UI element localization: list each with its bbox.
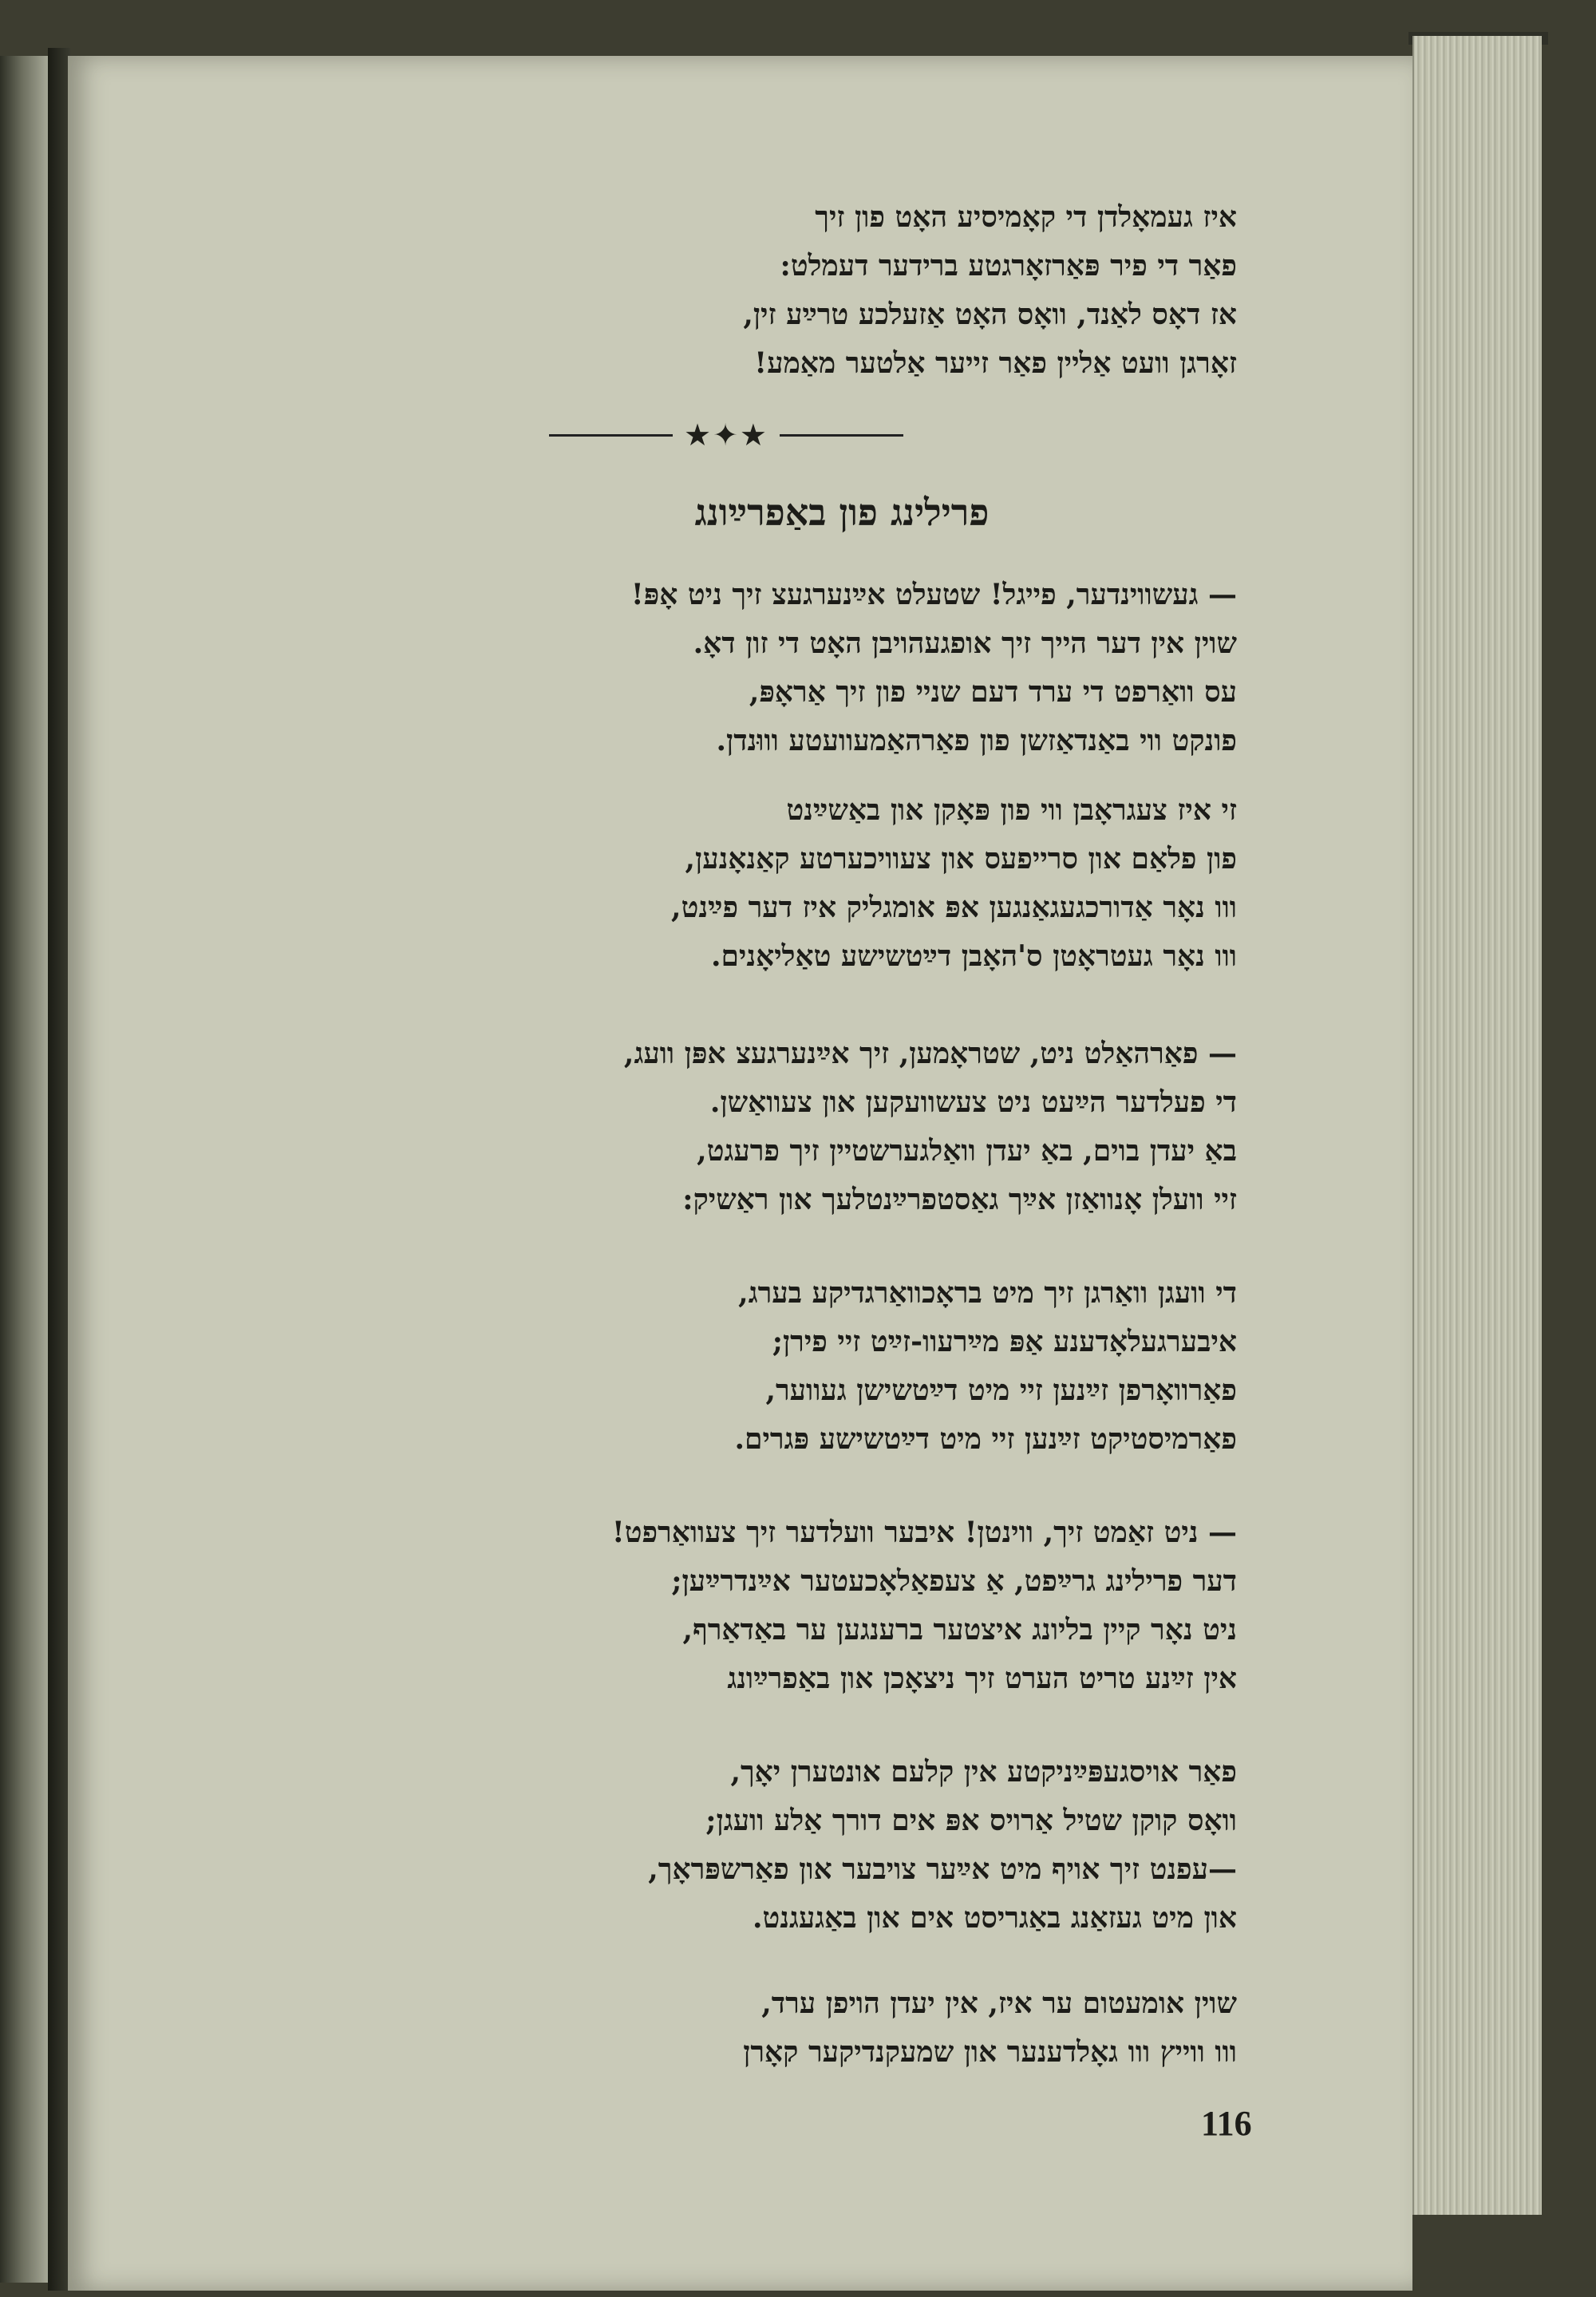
text-line: די פעלדער הײַעט ניט צעשוועקען און צעוואַשן.	[709, 1085, 1237, 1119]
stanza-4	[447, 1269, 1237, 1464]
page-stack-edge	[1412, 36, 1542, 2215]
text-line: שוין אין דער הייך זיך אופגעהויבן האָט די זון דאָ.	[693, 627, 1237, 660]
text-line: זאָרגן וועט אַליין פאַר זייער אַלטער מאַמע!	[754, 346, 1237, 380]
text-line: פאַרוואָרפן זײַנען זיי מיט דײַטשישן געווער,	[765, 1374, 1237, 1407]
text-line: זיי וועלן אָנוואַזן אײַך גאַסטפרײַנטלעך און ראַשיק:	[682, 1183, 1237, 1216]
text-line: ווו נאָר אַדורכגעגאַנגען אפּ אומגליק איז דער פײַנט,	[671, 891, 1237, 924]
stanza-3	[447, 1030, 1237, 1224]
text-line: ווו ווייץ ווו גאָלדענער און שמעקנדיקער קאָרן	[743, 2035, 1237, 2069]
page-number: 116	[1201, 2104, 1252, 2143]
text-line: פון פלאַם און סרייפעס און צעוויכערטע קאַנאָנען,	[685, 842, 1237, 876]
text-line: פאַר די פיר פּאַרזאָרגטע ברידער דעמלט:	[780, 249, 1237, 283]
text-line: איבערגעלאָדענע אַפּ מײַרעוו-זײַט זיי פירן;	[772, 1325, 1237, 1358]
text-line: באַ יעדן בוים, באַ יעדן וואַלגערשטיין זיך פרעגט,	[697, 1134, 1237, 1168]
text-line: איז געמאָלדן די קאָמיסיע האָט פון זיך	[815, 200, 1237, 234]
stanza-2	[447, 786, 1237, 981]
text-line: פאַרמיסטיקט זײַנען זיי מיט דײַטשישע פּגרים.	[734, 1422, 1237, 1456]
text-line: און מיט געזאַנג באַגריסט אים און באַגעגנט.	[752, 1901, 1237, 1935]
text-line: — געשווינדער, פייגל! שטעלט אײַנערגעצ זיך ניט אָפּ!	[630, 578, 1237, 611]
text-line: די וועגן וואַרגן זיך מיט בראָכוואַרגדיקע בערג,	[738, 1276, 1237, 1310]
text-line: אין זײַנע טריט הערט זיך ניצאָכן און באַפרײַונג	[727, 1662, 1237, 1695]
text-line: — ניט זאַמט זיך, ווינטן! איבער וועלדער זיך צעוואַרפט!	[611, 1516, 1237, 1549]
text-line: פאַר אויסגעפּײַניקטע אין קלעם אונטערן יאָך,	[730, 1755, 1237, 1789]
text-line: פונקט ווי באַנדאַזשן פון פאַרהאַמעוועטע וווּנדן.	[716, 724, 1237, 757]
stanza-1	[447, 571, 1237, 765]
text-line: שוין אומעטום ער איז, אין יעדן הויפן ערד,	[761, 1987, 1237, 2020]
section-divider	[543, 411, 910, 459]
intro-stanza	[447, 193, 1237, 388]
divider-stars: ★✦★	[684, 417, 768, 453]
stanza-7	[447, 1979, 1237, 2077]
divider-rule-right	[780, 434, 903, 437]
poem-title: פרילינג פון באַפרײַונג	[694, 491, 990, 534]
text-line: וואָס קוקן שטיל אַרויס אפּ אים דורך אַלע וועגן;	[705, 1804, 1237, 1837]
text-line: עס וואַרפט די ערד דעם שניי פון זיך אַראָפּ,	[749, 675, 1237, 709]
book-gutter	[48, 48, 70, 2291]
divider-rule-left	[549, 434, 673, 437]
text-line: אז דאָס לאַנד, וואָס האָט אַזעלכע טרײַע זין,	[743, 298, 1237, 331]
text-line: זי איז צעגראָבן ווי פון פּאָקן און באַשײַנט	[786, 793, 1237, 827]
text-line: —עפנט זיך אויף מיט אײַער צויבער און פאַרשפּראָך,	[648, 1852, 1237, 1886]
stanza-5	[447, 1508, 1237, 1703]
stanza-6	[447, 1748, 1237, 1943]
text-line: ניט נאָר קיין בליונג איצטער ברענגען ער באַדאַרף,	[682, 1613, 1237, 1647]
text-line: — פאַרהאַלט ניט, שטראָמען, זיך אײַנערגעצ אפּן וועג,	[623, 1037, 1237, 1070]
text-line: ווו נאָר געטראָטן ס'האָבן דײַטשישע טאַליאָנים.	[710, 939, 1237, 973]
text-line: דער פרילינג גרײַפט, אַ צעפאַלאָכעטער אײַנדרײַען;	[671, 1564, 1237, 1598]
